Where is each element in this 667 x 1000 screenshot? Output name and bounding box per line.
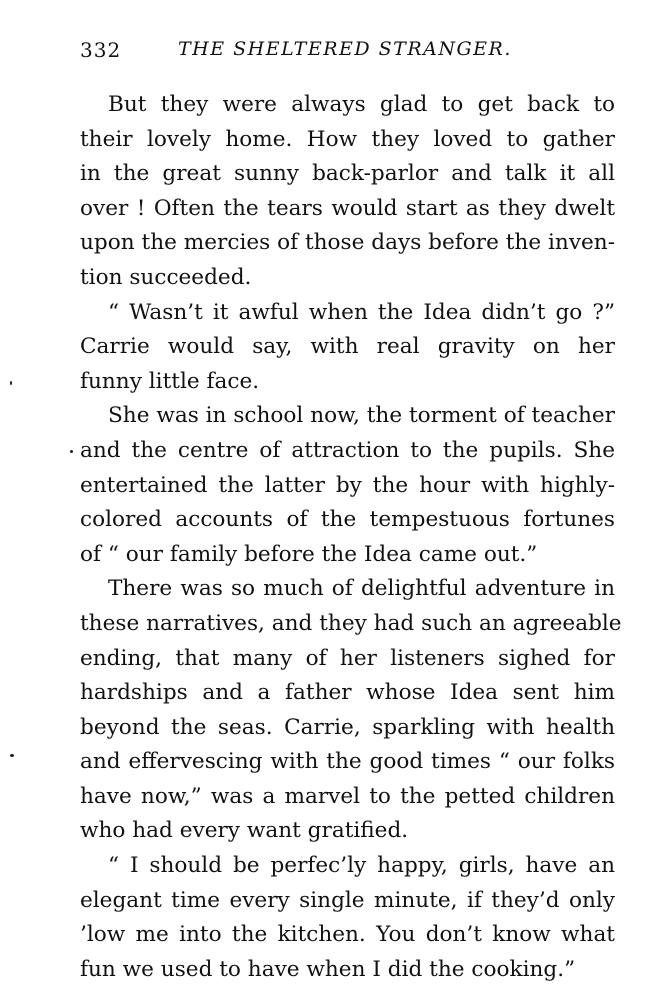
text-line: beyond the seas. Carrie, sparkling with health bbox=[80, 714, 615, 740]
text-line: their lovely home. How they loved to gather bbox=[80, 126, 615, 152]
text-line: tion succeeded. bbox=[80, 264, 252, 290]
text-line: over ! Often the tears would start as they dwelt bbox=[80, 195, 615, 221]
margin-speck bbox=[10, 754, 14, 757]
text-line: entertained the latter by the hour with highly- bbox=[80, 472, 615, 498]
margin-speck bbox=[70, 450, 73, 453]
margin-speck bbox=[10, 381, 12, 385]
text-line: upon the mercies of those days before the inven- bbox=[80, 230, 615, 256]
text-line: these narratives, and they had such an agreeable bbox=[80, 610, 622, 636]
running-title: THE SHELTERED STRANGER. bbox=[178, 38, 512, 60]
paragraph-1 bbox=[80, 88, 615, 296]
text-line: have now,” was a marvel to the petted children bbox=[80, 783, 615, 809]
text-line: funny little face. bbox=[80, 368, 260, 394]
text-line: Carrie would say, with real gravity on her bbox=[80, 334, 615, 360]
text-line: ’low me into the kitchen. You don’t know what bbox=[80, 922, 615, 948]
text-line: and the centre of attraction to the pupils. She bbox=[80, 437, 615, 463]
text-line: “ Wasn’t it awful when the Idea didn’t go ?” bbox=[108, 299, 615, 325]
text-line: of “ our family before the Idea came out.” bbox=[80, 541, 538, 567]
paragraph-4 bbox=[80, 572, 622, 849]
page-header bbox=[80, 38, 620, 70]
text-line: There was so much of delightful adventure in bbox=[108, 576, 615, 602]
text-line: who had every want gratified. bbox=[80, 818, 409, 844]
text-line: She was in school now, the torment of teacher bbox=[108, 403, 615, 429]
paragraph-3 bbox=[80, 399, 615, 572]
paragraph-5 bbox=[80, 849, 615, 987]
body-text bbox=[80, 88, 622, 987]
text-line: in the great sunny back-parlor and talk it all bbox=[80, 161, 615, 187]
text-line: colored accounts of the tempestuous fortunes bbox=[80, 507, 615, 533]
text-line: But they were always glad to get back to bbox=[108, 92, 615, 117]
paragraph-2 bbox=[80, 296, 615, 400]
text-line: ending, that many of her listeners sighed for bbox=[80, 645, 615, 671]
text-line: elegant time every single minute, if they’d only bbox=[80, 887, 615, 913]
page-number: 332 bbox=[80, 38, 122, 62]
text-line: and effervescing with the good times “ our folks bbox=[80, 749, 615, 775]
text-line: hardships and a father whose Idea sent him bbox=[80, 680, 615, 706]
text-line: “ I should be perfec’ly happy, girls, have an bbox=[108, 853, 615, 879]
text-line: fun we used to have when I did the cooking.” bbox=[80, 956, 576, 982]
